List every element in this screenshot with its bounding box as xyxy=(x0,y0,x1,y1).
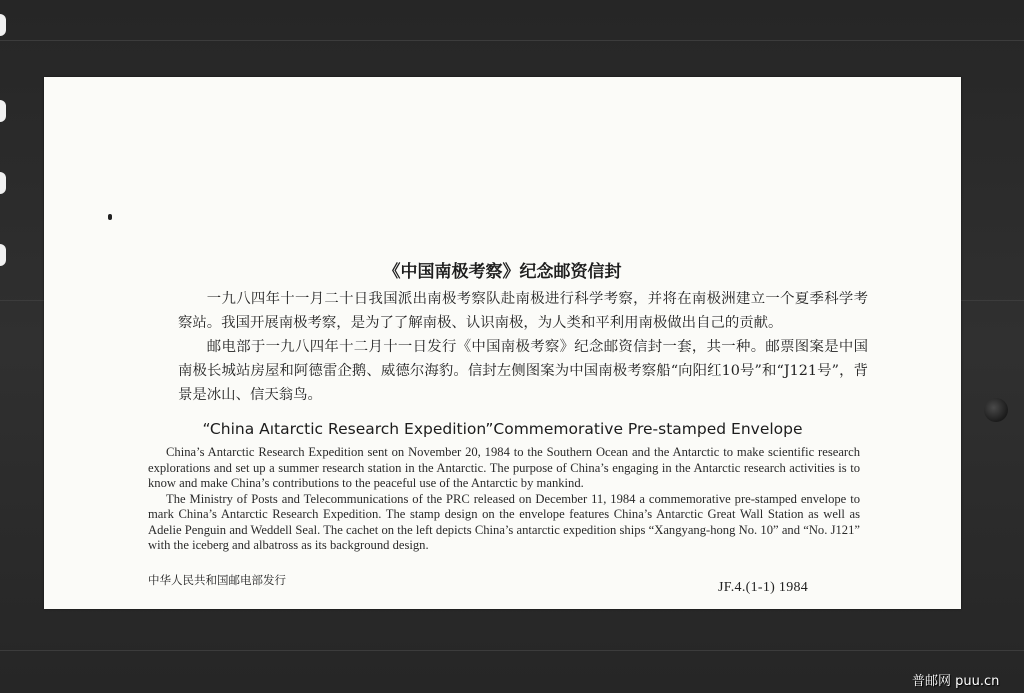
chinese-paragraph: 一九八四年十一月二十日我国派出南极考察队赴南极进行科学考察，并将在南极洲建立一个夏季科学考察站。我国开展南极考察，是为了了解南极、认识南极，为人类和平利用南极做出自己的贡献。 xyxy=(178,291,868,331)
chinese-paragraph: 邮电部于一九八四年十二月十一日发行《中国南极考察》纪念邮资信封一套，共一种。邮票图案是中国南极长城站房屋和阿德雷企鹅、威德尔海豹。信封左侧图案为中国南极考察船“向阳红10号”和“J121号”，背景是冰山、信天翁鸟。 xyxy=(178,339,868,403)
chinese-title: 《中国南极考察》纪念邮资信封 xyxy=(383,262,622,282)
issue-code: JF.4.(1-1) 1984 xyxy=(718,580,809,595)
album-strip-line xyxy=(0,40,1024,41)
english-paragraph: The Ministry of Posts and Telecommunications of the PRC released on December 11, 1984 a commemorative pre-stamped envelope to mark China’s Antarctic Research Expedition. The stamp design on the envelope features China’s Antarctic Great Wall Station as well as Adelie Penguin and Weddell Seal. The cachet on the left depicts China’s antarctic expedition ships “Xangyang-hong No. 10” and “No. J121” with the iceberg and albatross as its background design. xyxy=(148,491,860,552)
english-description xyxy=(148,445,860,554)
album-screw xyxy=(984,398,1008,422)
english-paragraph: China’s Antarctic Research Expedition sent on November 20, 1984 to the Southern Ocean and the Antarctic to make scientific research explorations and set up a summer research station in the Antarctic. The purpose of China’s engaging in the Antarctic research activities is to know and make China’s contributions to the peaceful use of the Antarctic by mankind. xyxy=(148,445,860,490)
envelope-insert-card xyxy=(44,77,961,609)
chinese-description xyxy=(178,287,868,407)
binder-hole xyxy=(0,244,6,266)
binder-hole xyxy=(0,100,6,122)
binder-hole xyxy=(0,14,6,36)
english-title: “China Aıtarctic Research Expedition”Commemorative Pre-stamped Envelope xyxy=(202,420,803,438)
site-watermark: 普邮网 puu.cn xyxy=(912,674,1000,689)
album-strip-line xyxy=(0,650,1024,651)
publisher-line: 中华人民共和国邮电部发行 xyxy=(148,573,286,587)
ink-dot xyxy=(108,214,112,220)
binder-hole xyxy=(0,172,6,194)
